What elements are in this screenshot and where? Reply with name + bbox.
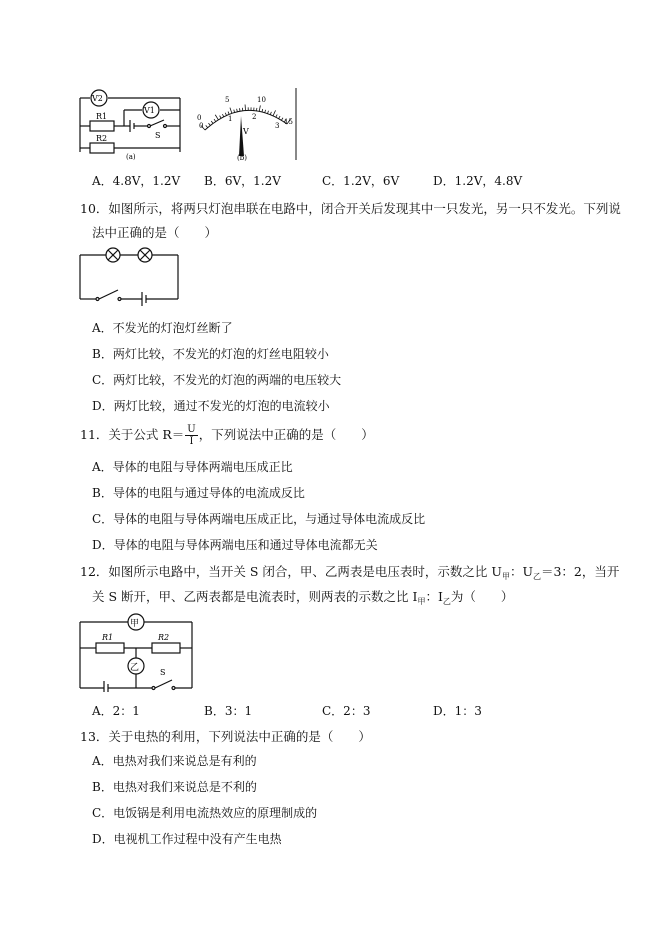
dial-tick-mark: [208, 123, 210, 125]
q12-option-c[interactable]: C．2：3: [322, 704, 371, 718]
dial-tick-mark: [279, 116, 280, 119]
v2-label: V2: [92, 94, 103, 103]
switch-s-label: S: [160, 668, 166, 677]
formula-denominator: I: [189, 436, 194, 447]
q12-subscript-yi-2: 乙: [442, 597, 451, 606]
q11-stem-suffix: ，下列说法中正确的是（ ）: [198, 427, 374, 442]
dial-tick-mark: [262, 109, 263, 112]
q12-stem-line1: [80, 562, 619, 580]
q12-line2-part-c: 为（ ）: [450, 589, 514, 604]
meter-yi-label: 乙: [130, 663, 140, 673]
figure-a-caption: (a): [126, 153, 136, 161]
q10-option-c[interactable]: C．两灯比较，不发光的灯泡的两端的电压较大: [92, 373, 342, 387]
dial-tick-mark: [225, 113, 226, 116]
dial-pointer: [239, 116, 244, 156]
r2-label: R2: [96, 134, 108, 143]
dial-tick-mark: [270, 112, 271, 115]
r2-label: R2: [158, 633, 170, 642]
dial-tick-mark: [220, 116, 221, 119]
q12-line2-part-b: ：I: [425, 589, 443, 604]
dial-inner-tick-0: 0: [199, 122, 204, 130]
dial-outer-tick-10: 10: [257, 96, 266, 104]
q9-option-a[interactable]: A．4.8V，1.2V: [92, 174, 181, 188]
dial-tick-mark: [211, 121, 213, 123]
dial-tick-mark: [276, 114, 277, 117]
dial-tick-mark: [215, 115, 218, 120]
meters-circuit-figure: [78, 610, 196, 692]
resistor-r1-symbol: [90, 121, 114, 131]
dial-outer-tick-5: 5: [225, 96, 230, 104]
q13-option-d[interactable]: D．电视机工作过程中没有产生电热: [92, 832, 282, 846]
q12-line1-part-a: 12．如图所示电路中，当开关 S 闭合，甲、乙两表是电压表时，示数之比 U: [80, 564, 502, 579]
dial-unit-label: V: [243, 127, 249, 136]
q12-option-a[interactable]: A．2：1: [92, 704, 140, 718]
dial-tick-mark: [206, 125, 208, 127]
dial-tick-mark: [273, 110, 275, 115]
dial-outer-tick-15: 15: [284, 118, 293, 126]
dial-outer-tick-0: 0: [197, 114, 202, 122]
series-bulbs-circuit-figure: [78, 245, 182, 307]
voltmeter-dial-figure-b: [195, 86, 299, 162]
dial-tick-mark: [230, 108, 232, 114]
q10-option-b[interactable]: B．两灯比较，不发光的灯泡的灯丝电阻较小: [92, 347, 329, 361]
q12-line1-part-b: ：U: [509, 564, 533, 579]
q12-subscript-jia-2: 甲: [417, 597, 426, 606]
q10-option-a[interactable]: A．不发光的灯泡灯丝断了: [92, 321, 233, 335]
dial-tick-mark: [237, 109, 238, 112]
dial-tick-mark: [222, 114, 223, 117]
dial-tick-mark: [268, 111, 269, 114]
dial-tick-mark: [259, 105, 260, 111]
q13-option-c[interactable]: C．电饭锅是利用电流热效应的原理制成的: [92, 806, 318, 820]
dial-inner-tick-1: 1: [228, 115, 233, 123]
dial-tick-mark: [281, 118, 283, 121]
dial-tick-mark: [228, 112, 229, 115]
q10-stem-line1: 10．如图所示，将两只灯泡串联在电路中，闭合开关后发现其中一只发光，另一只不发光。下列说: [80, 201, 621, 216]
circuit-figure-a: [78, 86, 184, 162]
q12-subscript-yi-1: 乙: [532, 572, 541, 581]
q11-option-c[interactable]: C．导体的电阻与导体两端电压成正比，与通过导体电流成反比: [92, 512, 426, 526]
dial-tick-mark: [214, 119, 216, 121]
switch-symbol: [99, 290, 118, 299]
resistor-r2-symbol: [90, 143, 114, 153]
q12-option-d[interactable]: D．1：3: [433, 704, 482, 718]
figure-b-caption: (b): [237, 154, 247, 162]
q13-option-a[interactable]: A．电热对我们来说总是有利的: [92, 754, 257, 768]
q12-option-b[interactable]: B．3：1: [204, 704, 253, 718]
q11-stem: [80, 424, 374, 447]
meter-jia-label: 甲: [130, 619, 140, 629]
q9-option-b[interactable]: B．6V，1.2V: [204, 174, 281, 188]
q12-line2-part-a: 关 S 断开，甲、乙两表都是电流表时，则两表的示数之比 I: [92, 589, 418, 604]
q11-option-a[interactable]: A．导体的电阻与导体两端电压成正比: [92, 460, 293, 474]
q11-option-b[interactable]: B．导体的电阻与通过导体的电流成反比: [92, 486, 305, 500]
dial-tick-mark: [240, 108, 241, 111]
q12-subscript-jia-1: 甲: [501, 572, 510, 581]
v1-label: V1: [144, 106, 155, 115]
q13-option-b[interactable]: B．电热对我们来说总是不利的: [92, 780, 257, 794]
resistor-r1-symbol: [96, 643, 124, 653]
q10-option-d[interactable]: D．两灯比较，通过不发光的灯泡的电流较小: [92, 399, 330, 413]
switch-s-label: S: [155, 131, 161, 140]
formula-numerator: U: [187, 424, 196, 435]
q10-stem-line2: 法中正确的是（ ）: [92, 225, 218, 240]
r1-label: R1: [102, 633, 114, 642]
resistor-r2-symbol: [152, 643, 180, 653]
r1-label: R1: [96, 112, 108, 121]
q9-option-d[interactable]: D．1.2V，4.8V: [433, 174, 523, 188]
q12-line1-part-c: ＝3：2，当开: [540, 564, 620, 579]
switch-symbol: [155, 680, 172, 688]
q11-stem-prefix: 11．关于公式 R＝: [80, 427, 185, 442]
q12-stem-line2: [92, 587, 513, 605]
formula-fraction: [185, 424, 197, 447]
dial-inner-tick-3: 3: [275, 122, 280, 130]
q11-option-d[interactable]: D．导体的电阻与导体两端电压和通过导体电流都无关: [92, 538, 378, 552]
dial-inner-tick-2: 2: [252, 113, 257, 121]
dial-tick-mark: [265, 110, 266, 113]
q13-stem: 13．关于电热的利用，下列说法中正确的是（ ）: [80, 729, 371, 744]
q9-option-c[interactable]: C．1.2V，6V: [322, 174, 400, 188]
dial-tick-mark: [234, 110, 235, 113]
